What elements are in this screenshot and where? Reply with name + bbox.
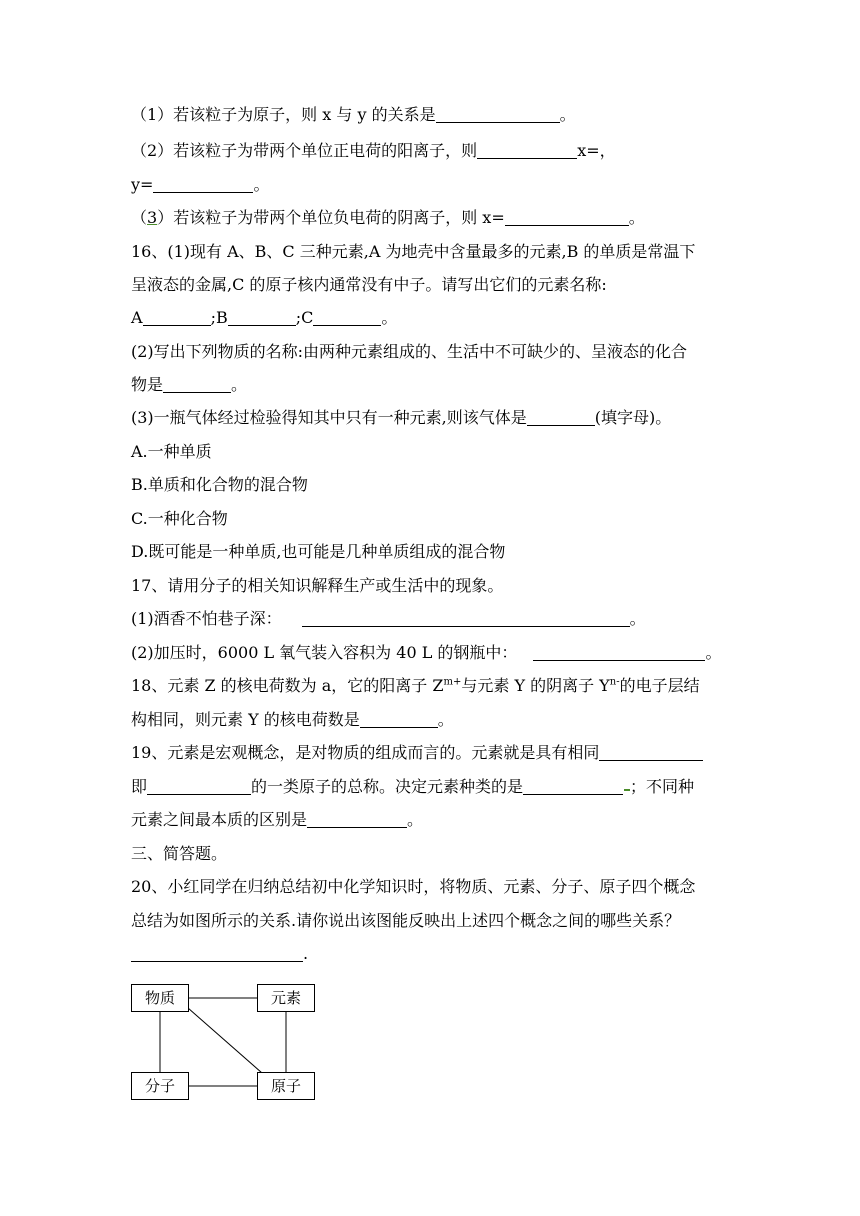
q16-option-a: A.一种单质: [131, 442, 212, 461]
q18-line1: 18、元素 Z 的核电荷数为 a，它的阳离子 $Z^{m+}$与元素 Y 的阴离子 $Y^{n-}$的电子层结: [131, 676, 700, 695]
q18-line2: 构相同，则元素 Y 的核电荷数是 。: [131, 710, 454, 729]
q16-line5: 物是 。: [131, 375, 248, 394]
q16-line2: 呈液态的金属,C 的原子核内通常没有中子。请写出它们的元素名称:: [131, 275, 607, 294]
node-element: 元素: [257, 984, 315, 1012]
node-matter: 物质: [131, 984, 189, 1012]
q19-line2: 即 的一类原子的总称。决定元素种类的是 ；不同种: [131, 777, 695, 796]
q16-option-d: D.既可能是一种单质,也可能是几种单质组成的混合物: [131, 542, 506, 561]
edge-matter-atom: [188, 1008, 262, 1073]
q20-line3: .: [131, 939, 751, 969]
node-atom: 原子: [257, 1072, 315, 1100]
node-molecule: 分子: [131, 1072, 189, 1100]
q20-line2: 总结为如图所示的关系.请你说出该图能反映出上述四个概念之间的哪些关系？: [131, 911, 681, 930]
q15-part1: （1）若该粒子为原子，则 x 与 y 的关系是 。: [131, 105, 576, 124]
q15-part3: （3）若该粒子为带两个单位负电荷的阴离子，则 x= 。: [131, 208, 645, 227]
q16-line3: A ;B ;C 。: [131, 308, 398, 327]
q16-option-b: B.单质和化合物的混合物: [131, 475, 308, 494]
q16-line6: (3)一瓶气体经过检验得知其中只有一种元素,则该气体是 (填字母)。: [131, 408, 672, 427]
q15-part2: （2）若该粒子为带两个单位正电荷的阳离子，则 x=，: [131, 141, 616, 160]
q19-line1: 19、元素是宏观概念，是对物质的组成而言的。元素就是具有相同: [131, 738, 751, 768]
q17-line1: 17、请用分子的相关知识解释生产或生活中的现象。: [131, 576, 504, 595]
q17-line3: (2)加压时，6000 L 氧气装入容积为 40 L 的钢瓶中： 。: [131, 643, 722, 662]
q19-line3: 元素之间最本质的区别是 。: [131, 810, 424, 829]
q16-line1: 16、(1)现有 A、B、C 三种元素,A 为地壳中含量最多的元素,B 的单质是常温下: [131, 242, 696, 261]
q20-line1: 20、小红同学在归纳总结初中化学知识时，将物质、元素、分子、原子四个概念: [131, 877, 696, 896]
q15-part2-y: y= 。: [131, 175, 270, 194]
q16-line4: (2)写出下列物质的名称:由两种元素组成的、生活中不可缺少的、呈液态的化合: [131, 342, 688, 361]
q17-line2: (1)酒香不怕巷子深： 。: [131, 609, 646, 628]
q16-option-c: C.一种化合物: [131, 509, 228, 528]
section-title: 三、简答题。: [131, 844, 228, 863]
